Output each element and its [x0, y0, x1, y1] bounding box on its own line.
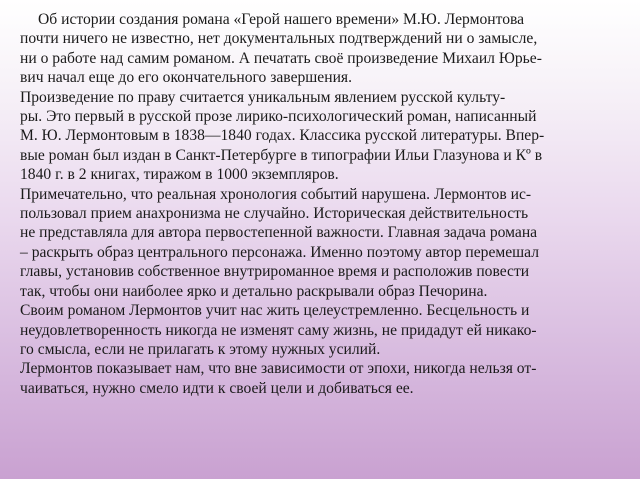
text-line: почти ничего не известно, нет документальных подтверждений ни о замысле,	[20, 30, 538, 48]
text-line: Об истории создания романа «Герой нашего времени» М.Ю. Лермонтова	[38, 11, 525, 28]
text-line: вые роман был издан в Санкт-Петербурге в типографии Ильи Глазунова и Кº в	[20, 146, 543, 164]
text-line: пользовал прием анахронизма не случайно. Историческая действительность	[20, 205, 529, 223]
text-line: го смысла, если не прилагать к этому нужных усилий.	[20, 340, 381, 358]
text-line: чаиваться, нужно смело идти к своей цели и добиваться ее.	[20, 379, 414, 397]
text-line: Лермонтов показывает нам, что вне зависимости от эпохи, никогда нельзя от-	[20, 360, 537, 378]
text-line: Примечательно, что реальная хронология событий нарушена. Лермонтов ис-	[20, 185, 532, 203]
text-line: ры. Это первый в русской прозе лирико-психологический роман, написанный	[20, 108, 537, 126]
text-line: М. Ю. Лермонтовым в 1838—1840 годах. Классика русской литературы. Впер-	[20, 127, 545, 145]
text-line: Произведение по праву считается уникальным явлением русской культу-	[20, 88, 506, 106]
slide-text-block	[20, 10, 626, 398]
text-line: не представляла для автора первостепенной важности. Главная задача романа	[20, 224, 538, 242]
text-line: главы, установив собственное внутрироманное время и расположив повести	[20, 263, 530, 281]
text-line: неудовлетворенность никогда не изменят саму жизнь, не придадут ей никако-	[20, 321, 537, 339]
text-line: ни о работе над самим романом. А печатать своё произведение Михаил Юрье-	[20, 49, 542, 67]
text-line: вич начал еще до его окончательного завершения.	[20, 69, 352, 87]
text-line: 1840 г. в 2 книгах, тиражом в 1000 экземпляров.	[20, 166, 339, 184]
text-line: Своим романом Лермонтов учит нас жить целеустремленно. Бесцельность и	[20, 302, 530, 320]
text-line: – раскрыть образ центрального персонажа. Именно поэтому автор перемешал	[20, 243, 540, 261]
text-line: так, чтобы они наиболее ярко и детально раскрывали образ Печорина.	[20, 282, 488, 300]
